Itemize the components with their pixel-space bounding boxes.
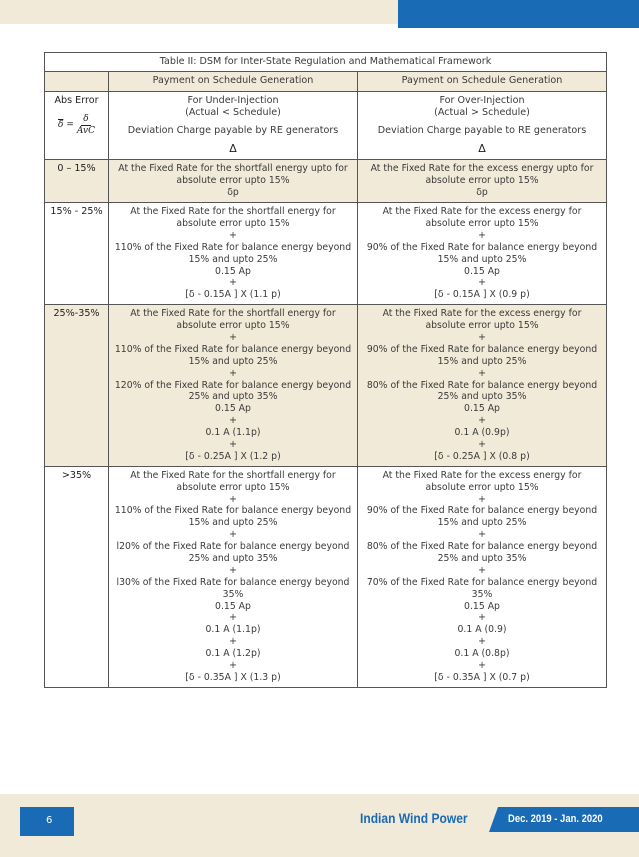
formula-lhs: $\overline{\delta}$: [57, 119, 64, 130]
cell-line: +: [229, 529, 237, 541]
header-under-injection: Payment on Schedule Generation: [109, 72, 358, 91]
cell-line: 110% of the Fixed Rate for balance energy beyond 15% and upto 25%: [114, 241, 352, 265]
cell-line: [δ - 0.15A ] X (1.1 p): [185, 289, 281, 301]
formula-denominator: AvC: [76, 125, 96, 136]
over-injection-cell: [358, 466, 607, 687]
cell-line: At the Fixed Rate for the shortfall energy for absolute error upto 15%: [130, 206, 336, 229]
table-row: [45, 160, 607, 203]
abs-error-formula: $\overline{\delta}$ = $\frac{\delta}{\text{AvC}}$: [57, 113, 96, 136]
cell-line: 90% of the Fixed Rate for balance energy beyond 15% and upto 25%: [366, 343, 598, 367]
top-accent-block: [398, 0, 639, 28]
under-charge-note: Deviation Charge payable by RE generators: [127, 125, 339, 137]
cell-line: 0.1 A (1.1p): [205, 624, 261, 636]
cell-line: At the Fixed Rate for the shortfall energy for absolute error upto 15%: [130, 469, 336, 493]
dsm-table: [44, 52, 607, 688]
under-injection-cell: [109, 203, 358, 305]
cell-line: At the Fixed Rate for the shortfall energy for absolute error upto 15%: [130, 308, 336, 332]
issue-badge: [498, 807, 639, 832]
under-injection-header: [109, 91, 358, 160]
cell-line: 80% of the Fixed Rate for balance energy beyond 25% and upto 35%: [366, 541, 598, 565]
cell-line: +: [229, 229, 237, 241]
publication-title: Indian Wind Power: [360, 810, 468, 826]
cell-line: 0.1 A (1.2p): [205, 648, 261, 660]
under-injection-cell: [109, 160, 358, 203]
cell-line: 120% of the Fixed Rate for balance energy beyond 25% and upto 35%: [114, 379, 352, 403]
abs-error-label: Abs Error: [54, 94, 99, 106]
cell-line: 0.1 A (0.8p): [454, 648, 510, 660]
under-delta-symbol: Δ: [229, 142, 237, 156]
under-injection-cell: [109, 466, 358, 687]
cell-line: +: [229, 564, 237, 576]
cell-line: +: [478, 331, 486, 343]
cell-line: At the Fixed Rate for the excess energy for absolute error upto 15%: [382, 469, 582, 493]
page-number: 6: [20, 807, 74, 836]
cell-line: At the Fixed Rate for the excess energy for absolute error upto 15%: [382, 206, 582, 229]
cell-line: 110% of the Fixed Rate for balance energy beyond 15% and upto 25%: [114, 505, 352, 529]
cell-line: 90% of the Fixed Rate for balance energy beyond 15% and upto 25%: [366, 241, 598, 265]
error-band-label: 25%-35%: [45, 305, 109, 467]
cell-line: +: [478, 415, 486, 427]
cell-line: 80% of the Fixed Rate for balance energy beyond 25% and upto 35%: [366, 379, 598, 403]
over-injection-cell: [358, 305, 607, 467]
cell-line: 0.1 A (0.9): [457, 624, 507, 636]
cell-line: 0.1 A (1.1p): [205, 427, 261, 439]
header-over-injection: Payment on Schedule Generation: [358, 72, 607, 91]
cell-line: [δ - 0.15A ] X (0.9 p): [434, 289, 530, 301]
cell-line: 70% of the Fixed Rate for balance energy beyond 35%: [366, 576, 598, 600]
cell-line: +: [229, 331, 237, 343]
cell-line: δp: [476, 187, 488, 199]
table-row: [45, 305, 607, 467]
cell-line: +: [229, 636, 237, 648]
cell-line: 0.15 Ap: [464, 600, 500, 612]
cell-line: [δ - 0.25A ] X (1.2 p): [185, 450, 281, 462]
cell-line: +: [229, 277, 237, 289]
cell-line: δp: [227, 187, 239, 199]
cell-line: +: [478, 564, 486, 576]
error-band-label: 15% - 25%: [45, 203, 109, 305]
over-injection-cell: [358, 203, 607, 305]
issue-date: Dec. 2019 - Jan. 2020: [508, 813, 603, 825]
cell-line: +: [229, 493, 237, 505]
header-blank-cell: [45, 72, 109, 91]
cell-line: [δ - 0.25A ] X (0.8 p): [434, 450, 530, 462]
cell-line: l20% of the Fixed Rate for balance energy beyond 25% and upto 35%: [116, 541, 350, 565]
table-row: [45, 203, 607, 305]
cell-line: +: [229, 439, 237, 450]
cell-line: 0.15 Ap: [464, 403, 500, 415]
cell-line: l30% of the Fixed Rate for balance energy beyond 35%: [116, 576, 350, 600]
cell-line: +: [229, 415, 237, 427]
cell-line: +: [478, 612, 486, 624]
cell-line: At the Fixed Rate for the excess energy for absolute error upto 15%: [382, 308, 582, 332]
error-band-label: >35%: [45, 466, 109, 687]
abs-error-header: [45, 91, 109, 160]
cell-line: [δ - 0.35A ] X (0.7 p): [434, 671, 530, 683]
cell-line: +: [478, 493, 486, 505]
over-condition: (Actual > Schedule): [434, 106, 530, 118]
over-delta-symbol: Δ: [478, 142, 486, 156]
cell-line: +: [478, 277, 486, 289]
over-charge-note: Deviation Charge payable to RE generators: [377, 125, 587, 137]
cell-line: At the Fixed Rate for the excess energy upto for absolute error upto 15%: [370, 163, 594, 187]
cell-line: +: [478, 367, 486, 379]
under-title: For Under-Injection: [187, 94, 279, 106]
cell-line: 0.1 A (0.9p): [454, 427, 510, 439]
cell-line: 90% of the Fixed Rate for balance energy beyond 15% and upto 25%: [366, 505, 598, 529]
over-injection-cell: [358, 160, 607, 203]
cell-line: +: [478, 636, 486, 648]
cell-line: 0.15 Ap: [464, 265, 500, 277]
cell-line: +: [229, 660, 237, 672]
cell-line: 0.15 Ap: [215, 403, 251, 415]
cell-line: +: [478, 660, 486, 672]
table-row: [45, 466, 607, 687]
cell-line: +: [478, 439, 486, 450]
cell-line: 110% of the Fixed Rate for balance energy beyond 15% and upto 25%: [114, 343, 352, 367]
table-caption: Table II: DSM for Inter-State Regulation and Mathematical Framework: [45, 53, 607, 72]
under-injection-cell: [109, 305, 358, 467]
cell-line: +: [229, 367, 237, 379]
cell-line: +: [478, 529, 486, 541]
cell-line: 0.15 Ap: [215, 600, 251, 612]
formula-numerator: δ: [83, 113, 89, 124]
under-condition: (Actual < Schedule): [185, 106, 281, 118]
cell-line: +: [478, 229, 486, 241]
over-injection-header: [358, 91, 607, 160]
error-band-label: 0 – 15%: [45, 160, 109, 203]
cell-line: [δ - 0.35A ] X (1.3 p): [185, 671, 281, 683]
subheader-row: [45, 91, 607, 160]
over-title: For Over-Injection: [439, 94, 525, 106]
cell-line: 0.15 Ap: [215, 265, 251, 277]
cell-line: At the Fixed Rate for the shortfall energy upto for absolute error upto 15%: [118, 163, 348, 187]
cell-line: +: [229, 612, 237, 624]
